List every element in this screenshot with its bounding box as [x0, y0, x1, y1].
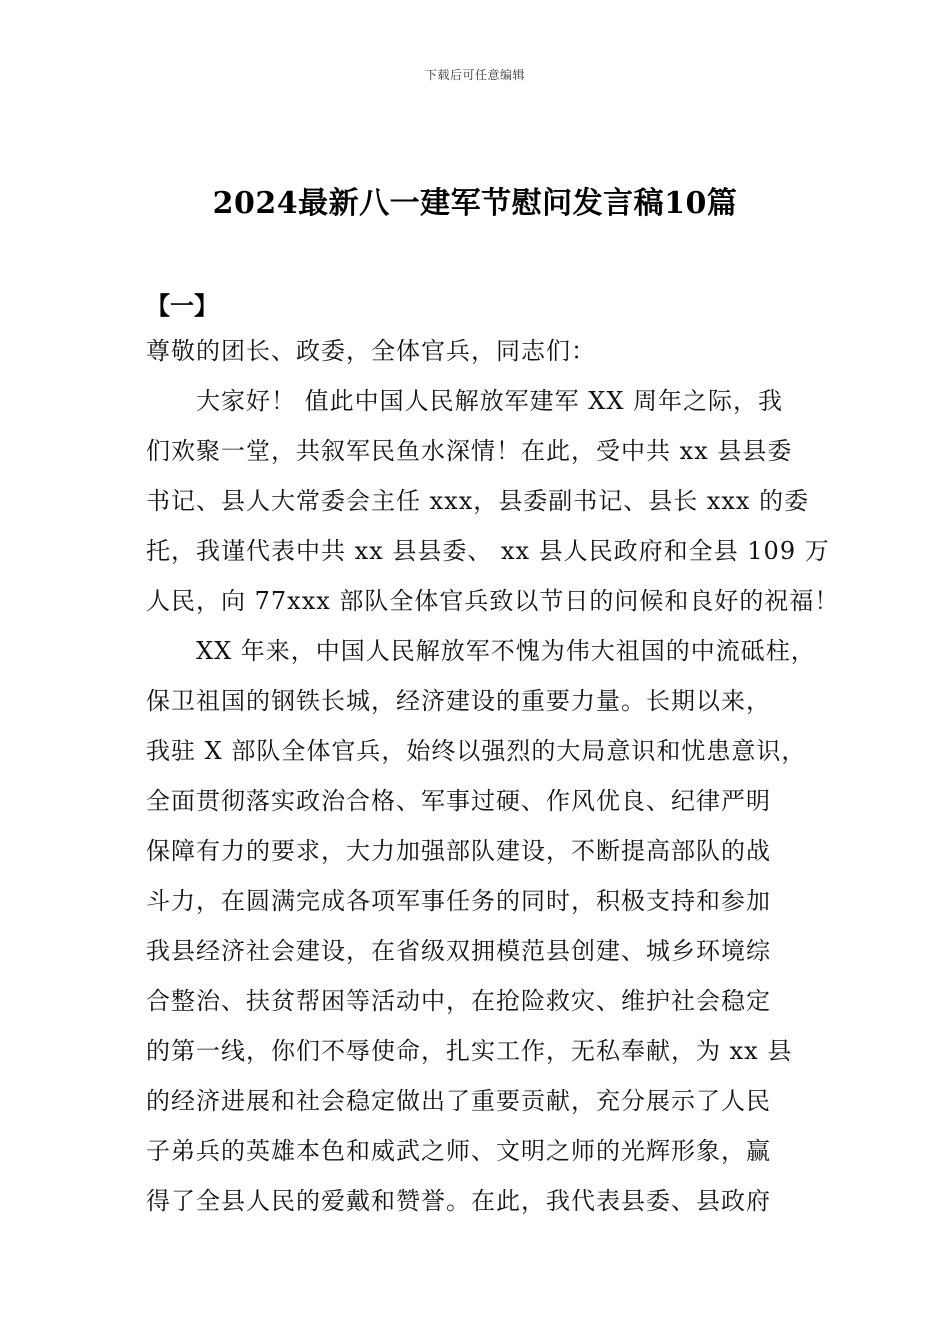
text-line: 们欢聚一堂，共叙军民鱼水深情！在此，受中共 xx 县县委	[146, 437, 793, 465]
text-line: 我驻 X 部队全体官兵，始终以强烈的大局意识和忧患意识，	[146, 737, 807, 765]
text-line: XX 年来，中国人民解放军不愧为伟大祖国的中流砥柱，	[146, 637, 816, 665]
text-line: 保卫祖国的钢铁长城，经济建设的重要力量。长期以来，	[146, 687, 771, 715]
text-line: 书记、县人大常委会主任 xxx，县委副书记、县长 xxx 的委	[146, 487, 810, 515]
text-line: 合整治、扶贫帮困等活动中，在抢险救灾、维护社会稳定	[146, 987, 771, 1015]
section-heading: 【一】	[146, 291, 218, 320]
text-line: 得了全县人民的爱戴和赞誉。在此，我代表县委、县政府	[146, 1187, 771, 1215]
header-note: 下载后可任意编辑	[424, 68, 525, 82]
text-line: 托，我谨代表中共 xx 县县委、 xx 县人民政府和全县 109 万	[146, 537, 830, 565]
text-line: 大家好！ 值此中国人民解放军建军 XX 周年之际，我	[146, 387, 784, 415]
text-line: 子弟兵的英雄本色和威武之师、文明之师的光辉形象，赢	[146, 1137, 771, 1165]
text-line: 人民，向 77xxx 部队全体官兵致以节日的问候和良好的祝福！	[146, 587, 840, 615]
document-title: 2024最新八一建军节慰问发言稿10篇	[212, 186, 738, 221]
text-line: 我县经济社会建设，在省级双拥模范县创建、城乡环境综	[146, 937, 771, 965]
text-line: 斗力，在圆满完成各项军事任务的同时，积极支持和参加	[146, 887, 771, 915]
text-line: 保障有力的要求，大力加强部队建设，不断提高部队的战	[146, 837, 771, 865]
body-text	[146, 326, 840, 1226]
text-line: 的经济进展和社会稳定做出了重要贡献，充分展示了人民	[146, 1087, 771, 1115]
text-line: 全面贯彻落实政治合格、军事过硬、作风优良、纪律严明	[146, 787, 771, 815]
text-line: 的第一线，你们不辱使命，扎实工作，无私奉献，为 xx 县	[146, 1037, 793, 1065]
text-line: 尊敬的团长、政委，全体官兵，同志们：	[146, 337, 596, 365]
